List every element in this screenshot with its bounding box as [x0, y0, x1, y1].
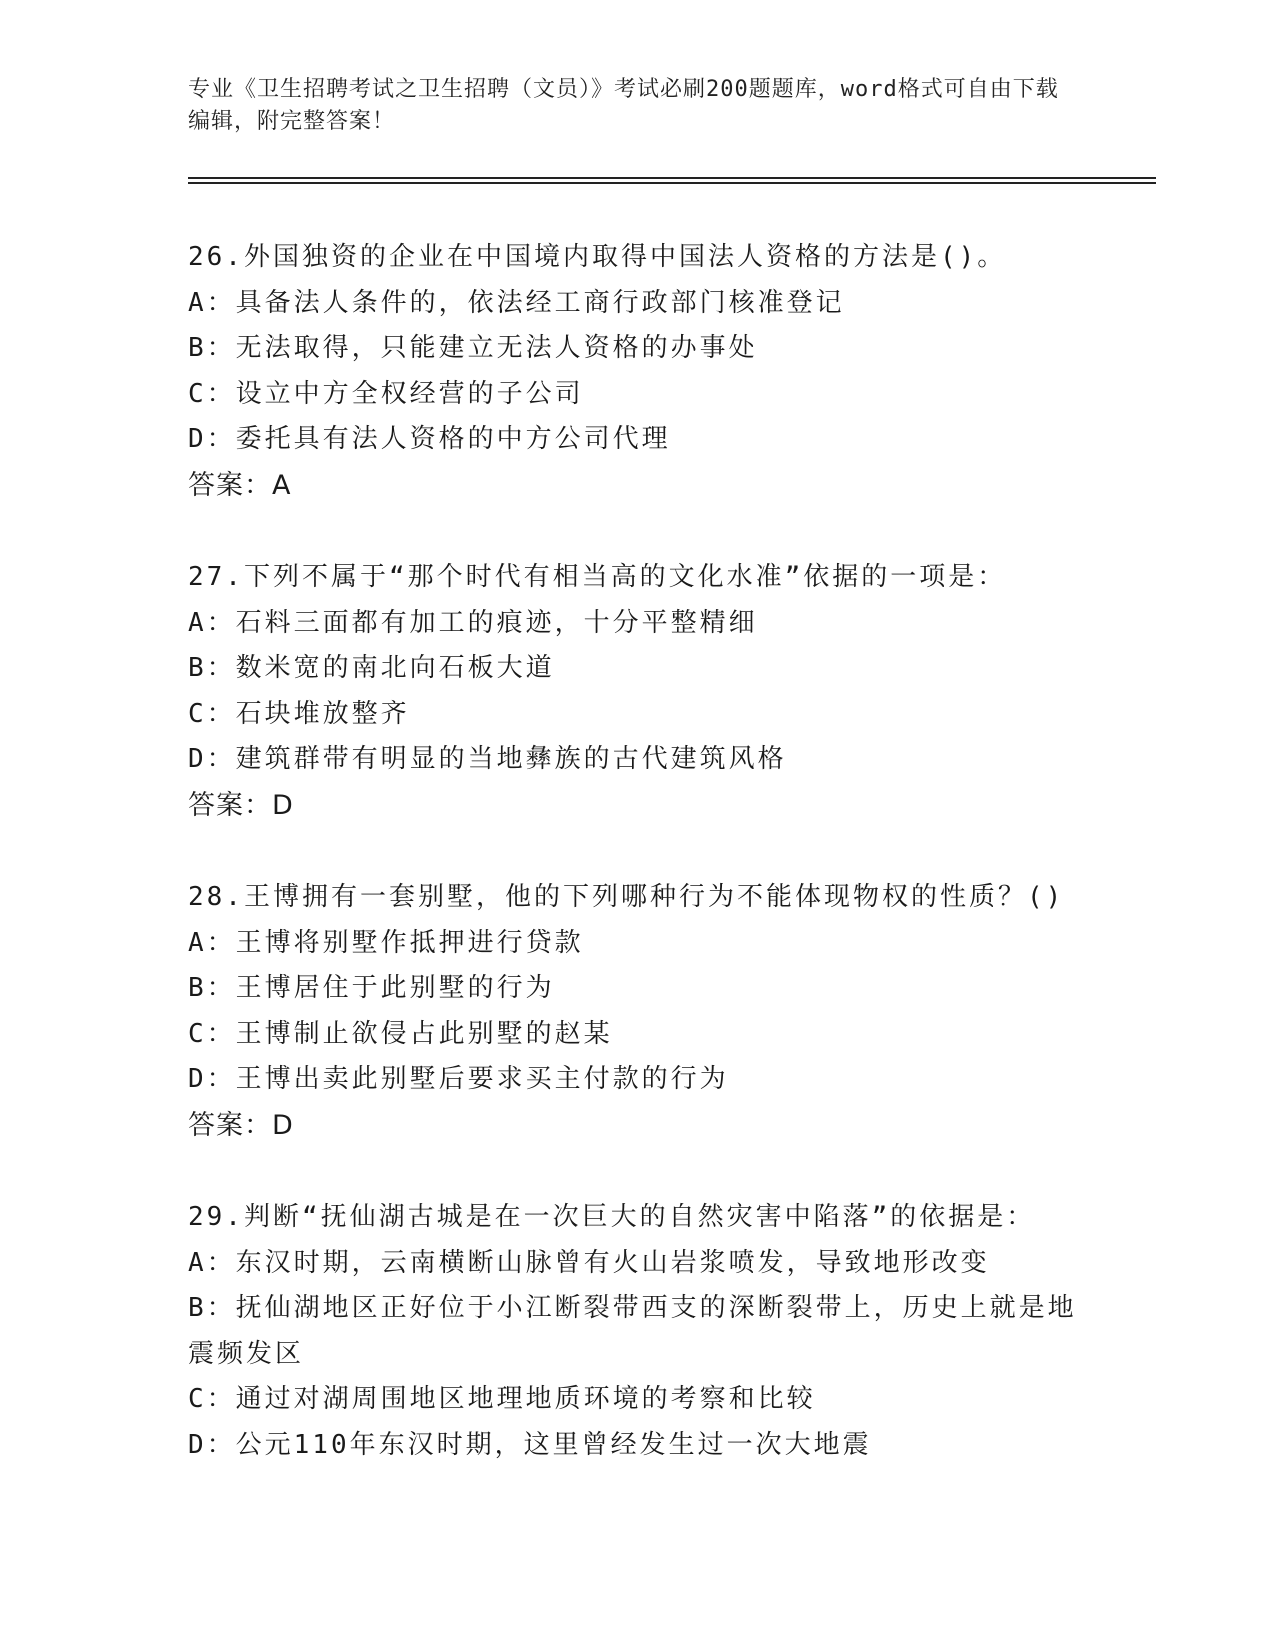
answer-label: 答案：D	[188, 789, 294, 821]
option-b: B：无法取得，只能建立无法人资格的办事处	[188, 333, 758, 363]
question-stem: 28.王博拥有一套别墅，他的下列哪种行为不能体现物权的性质？()	[188, 882, 1065, 912]
option-d: D：王博出卖此别墅后要求买主付款的行为	[188, 1064, 729, 1094]
question-list	[188, 235, 1088, 1468]
option-c: C：设立中方全权经营的子公司	[188, 378, 584, 409]
option-c: C：石块堆放整齐	[188, 698, 410, 729]
option-d: D：建筑群带有明显的当地彝族的古代建筑风格	[188, 744, 787, 774]
question-spacer	[188, 1148, 1088, 1195]
option-b: B：抚仙湖地区正好位于小江断裂带西支的深断裂带上，历史上就是地震频发区	[188, 1293, 1077, 1369]
option-c: C：通过对湖周围地区地理地质环境的考察和比较	[188, 1384, 816, 1414]
option-d: D：公元110年东汉时期，这里曾经发生过一次大地震	[188, 1429, 872, 1460]
question-stem: 27.下列不属于“那个时代有相当高的文化水准”依据的一项是：	[188, 562, 1007, 592]
answer-label: 答案：A	[188, 469, 292, 501]
option-b: B：数米宽的南北向石板大道	[188, 653, 555, 683]
header-divider-top	[188, 177, 1156, 179]
question-stem: 26.外国独资的企业在中国境内取得中国法人资格的方法是()。	[188, 242, 1007, 272]
question-27	[188, 555, 1088, 828]
option-b: B：王博居住于此别墅的行为	[188, 973, 555, 1003]
question-stem: 29.判断“抚仙湖古城是在一次巨大的自然灾害中陷落”的依据是：	[188, 1202, 1036, 1232]
question-29	[188, 1195, 1088, 1468]
question-spacer	[188, 828, 1088, 875]
option-a: A：王博将别墅作抵押进行贷款	[188, 927, 584, 958]
option-c: C：王博制止欲侵占此别墅的赵某	[188, 1018, 613, 1049]
header-divider-bottom	[188, 182, 1156, 184]
question-spacer	[188, 508, 1088, 555]
question-26	[188, 235, 1088, 508]
option-a: A：具备法人条件的，依法经工商行政部门核准登记	[188, 287, 845, 318]
option-d: D：委托具有法人资格的中方公司代理	[188, 424, 671, 454]
document-header: 专业《卫生招聘考试之卫生招聘（文员）》考试必刷200题题库，word格式可自由下载编辑，附完整答案！	[188, 77, 1059, 134]
answer-label: 答案：D	[188, 1109, 294, 1141]
option-a: A：石料三面都有加工的痕迹，十分平整精细	[188, 607, 758, 638]
question-28	[188, 875, 1088, 1148]
option-a: A：东汉时期，云南横断山脉曾有火山岩浆喷发，导致地形改变	[188, 1247, 990, 1278]
